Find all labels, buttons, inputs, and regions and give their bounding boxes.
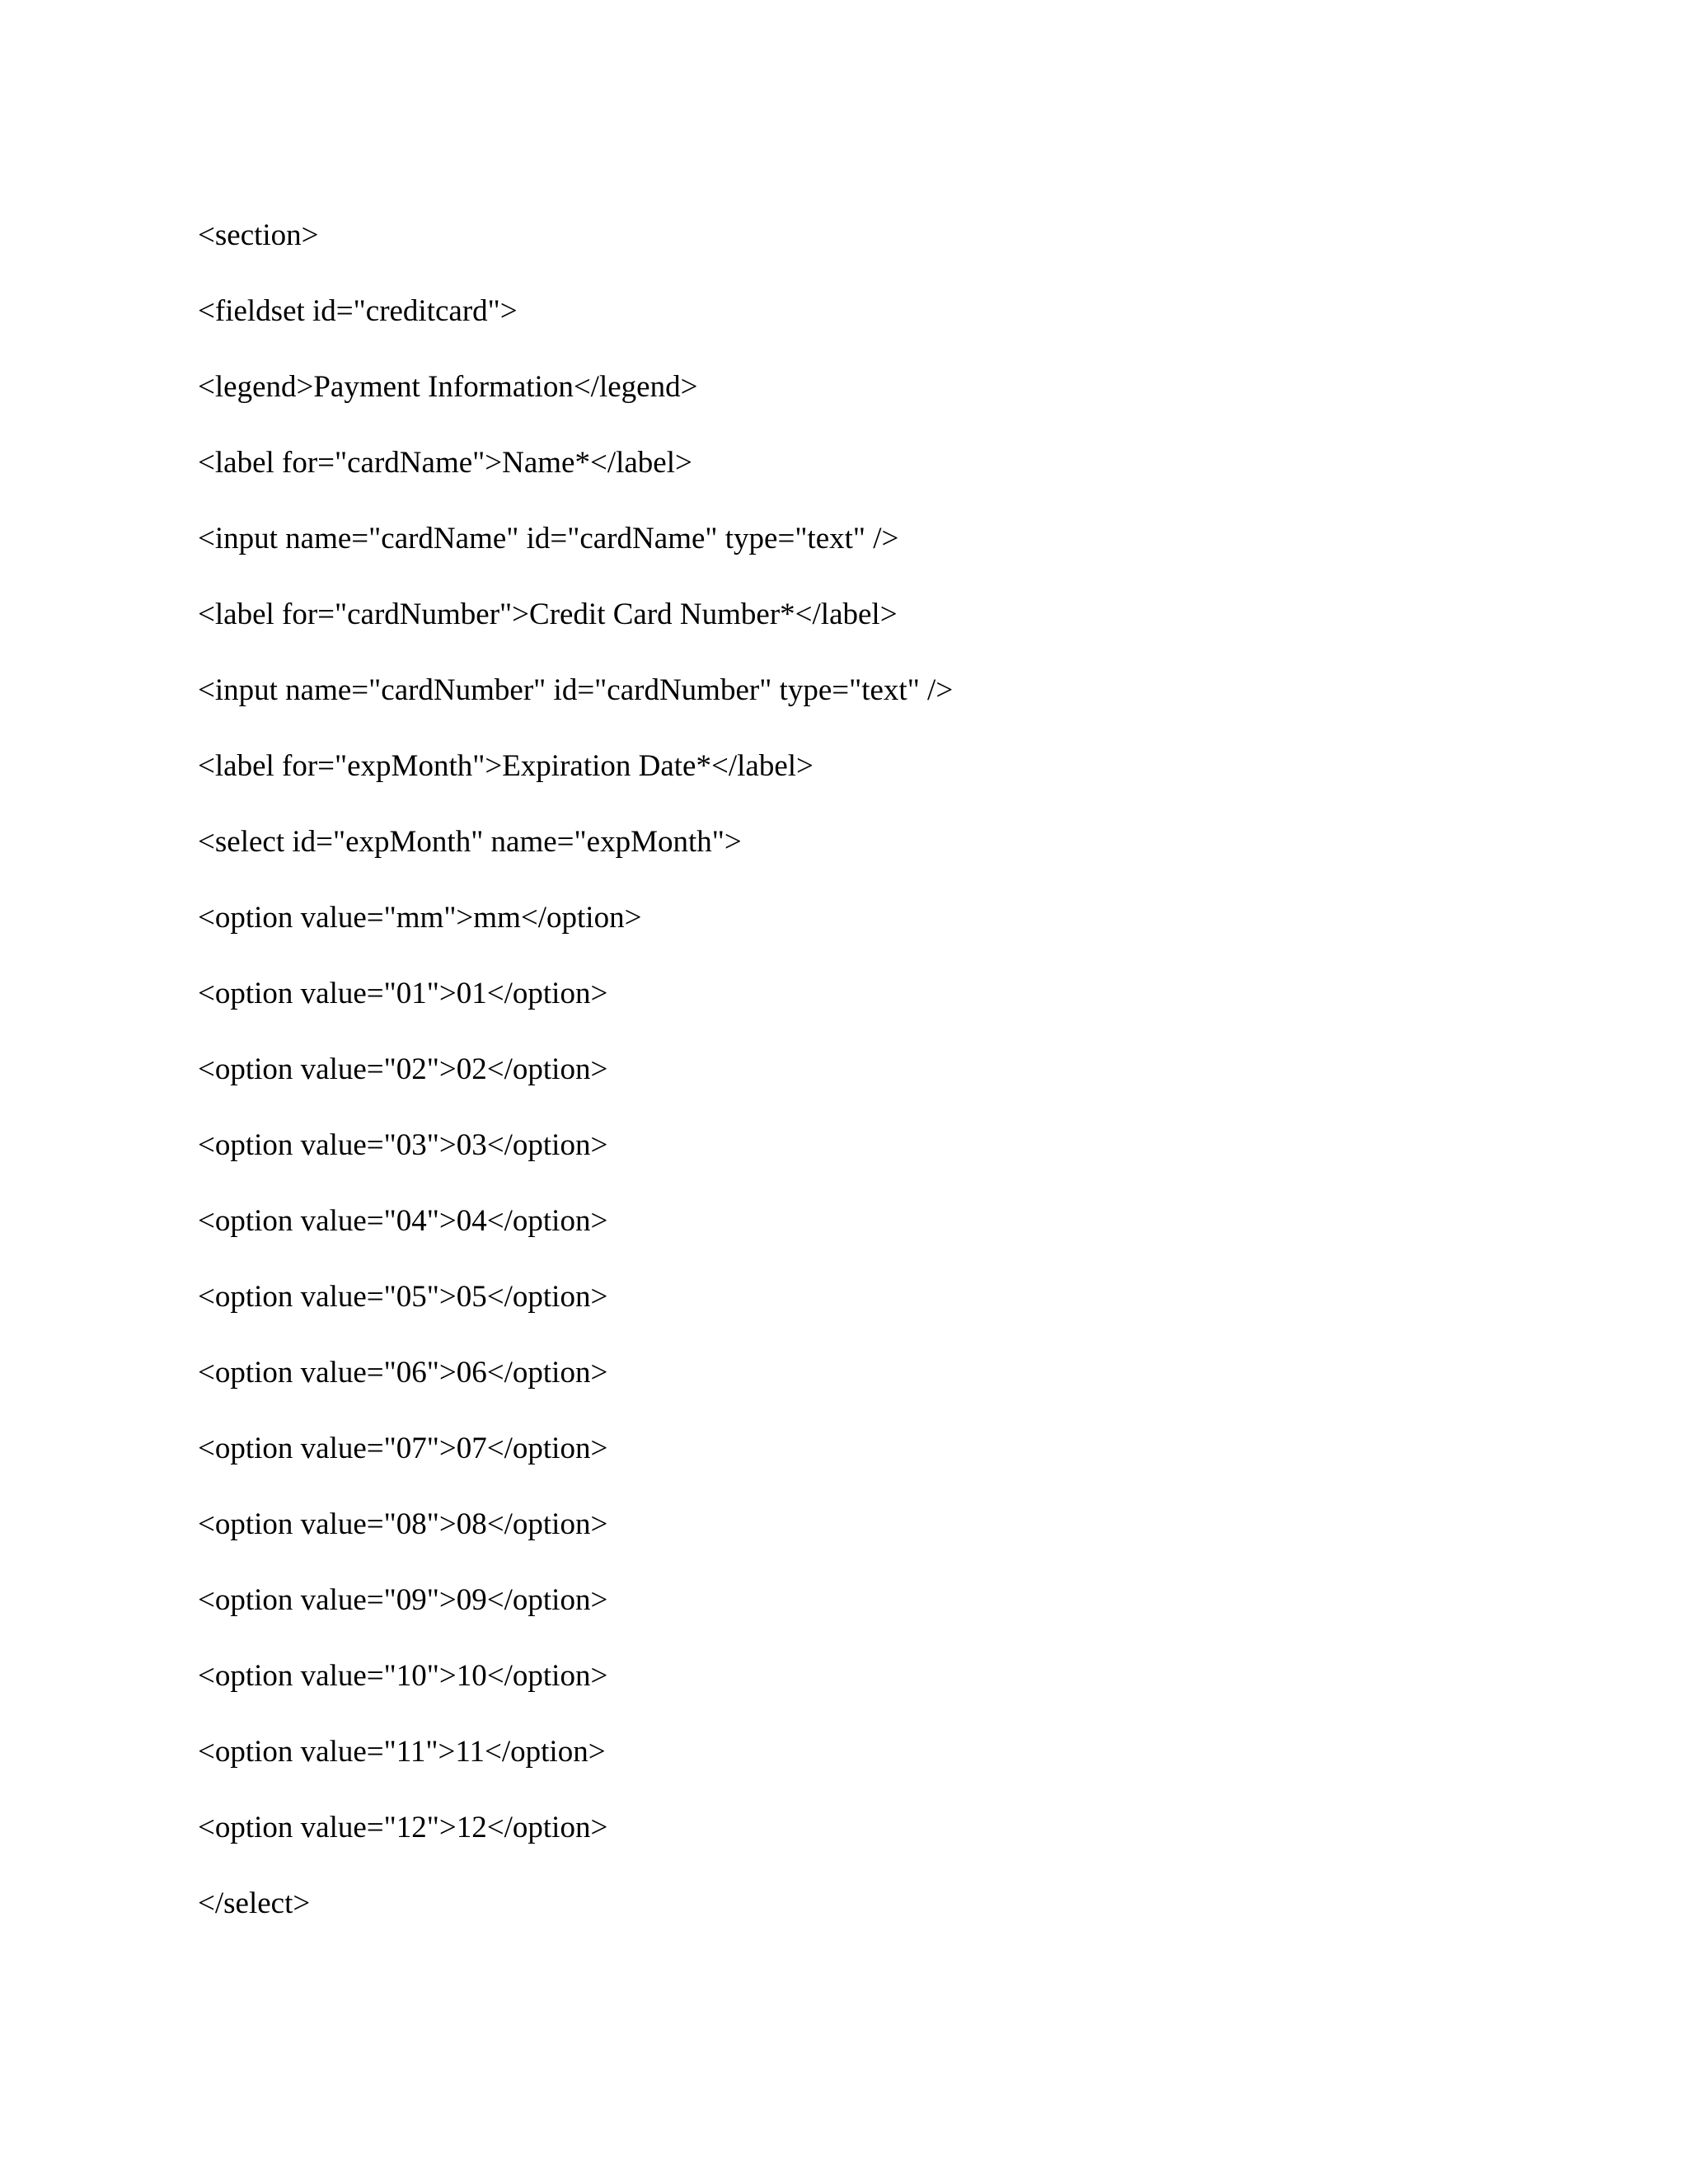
code-line-select-open: <select id="expMonth" name="expMonth">: [198, 825, 742, 859]
code-line-option-12: <option value="12">12</option>: [198, 1811, 608, 1844]
code-line-label-card-name: <label for="cardName">Name*</label>: [198, 446, 692, 480]
code-line-option-02: <option value="02">02</option>: [198, 1052, 608, 1086]
code-line-input-card-name: <input name="cardName" id="cardName" type="text" />: [198, 522, 899, 555]
code-line-option-09: <option value="09">09</option>: [198, 1583, 608, 1617]
code-listing: [198, 198, 953, 1942]
code-line-option-03: <option value="03">03</option>: [198, 1128, 608, 1162]
code-line-option-10: <option value="10">10</option>: [198, 1659, 608, 1693]
code-line-option-11: <option value="11">11</option>: [198, 1735, 606, 1769]
code-line-section-open: <section>: [198, 218, 319, 252]
code-line-input-card-number: <input name="cardNumber" id="cardNumber" type="text" />: [198, 673, 954, 707]
code-line-option-07: <option value="07">07</option>: [198, 1432, 608, 1465]
code-line-option-06: <option value="06">06</option>: [198, 1356, 608, 1390]
code-line-option-05: <option value="05">05</option>: [198, 1280, 608, 1314]
code-line-option-08: <option value="08">08</option>: [198, 1507, 608, 1541]
code-line-label-card-number: <label for="cardNumber">Credit Card Number*</label>: [198, 598, 898, 631]
code-line-option-01: <option value="01">01</option>: [198, 977, 608, 1010]
code-line-fieldset-open: <fieldset id="creditcard">: [198, 294, 518, 328]
code-line-legend: <legend>Payment Information</legend>: [198, 370, 698, 404]
code-line-option-04: <option value="04">04</option>: [198, 1204, 608, 1238]
code-line-label-exp-month: <label for="expMonth">Expiration Date*</label>: [198, 749, 814, 783]
code-line-option-mm: <option value="mm">mm</option>: [198, 901, 642, 935]
code-line-select-close: </select>: [198, 1886, 311, 1920]
